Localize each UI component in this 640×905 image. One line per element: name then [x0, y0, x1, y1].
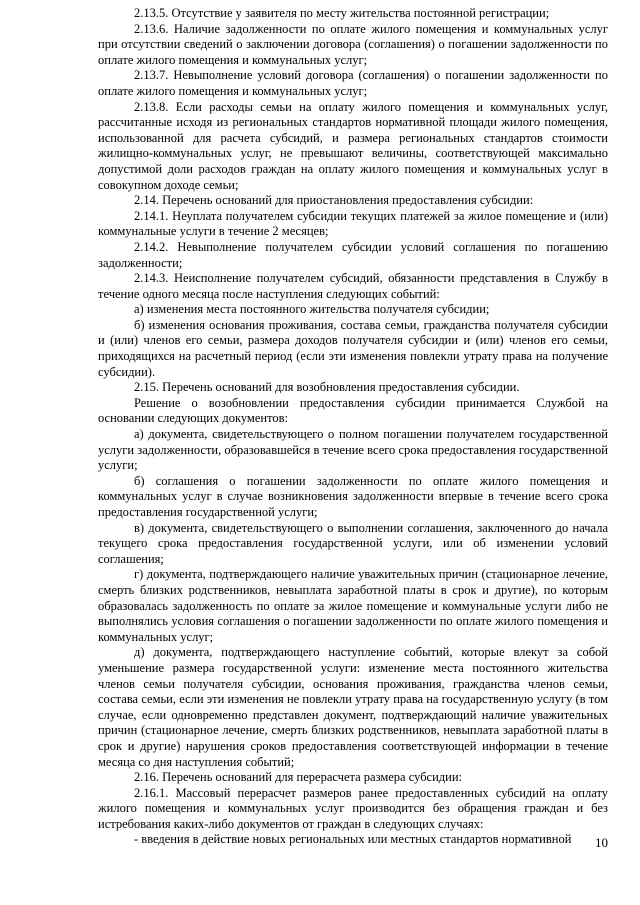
paragraph-2-13-7: 2.13.7. Невыполнение условий договора (соглашения) о погашении задолженности по оплате жилого помещения и коммунальных услуг;: [98, 68, 608, 98]
paragraph-2-15-a: а) документа, свидетельствующего о полном погашении получателем государственной услуги задолженности, образовавшейся в течение всего срока предоставления государственной услуги;: [98, 427, 608, 473]
paragraph-2-14-3-b: б) изменения основания проживания, состава семьи, гражданства получателя субсидии и (или) членов его семьи, размера доходов получателя субсидии и (или) членов его семьи, приходящихся на расчетный период (если эти изменения повлекли утрату права на получение субсидии).: [98, 317, 608, 379]
paragraph-2-13-6: 2.13.6. Наличие задолженности по оплате жилого помещения и коммунальных услуг при отсутствии сведений о заключении договора (соглашения) о погашении задолженности по оплате жилого помещения и коммунальных услуг;: [98, 21, 608, 67]
paragraph-2-15-intro: Решение о возобновлении предоставления субсидии принимается Службой на основании следующих документов:: [98, 395, 608, 426]
page-number: 10: [595, 835, 608, 850]
paragraph-2-13-8: 2.13.8. Если расходы семьи на оплату жилого помещения и коммунальных услуг, рассчитанные исходя из региональных стандартов нормативной площади жилого помещения, использованной для расчета субсидий, и размера региональных стандартов стоимости жилищно-коммунальных услуг, не превышают величины, соответствующей максимально допустимой доли расходов граждан на оплату жилого помещения и коммунальных услуг в совокупном доходе семьи;: [98, 99, 608, 192]
paragraph-2-16: 2.16. Перечень оснований для перерасчета размера субсидии:: [134, 770, 463, 785]
document-page: [98, 6, 608, 848]
paragraph-2-14-3-a: а) изменения места постоянного жительства получателя субсидии;: [134, 302, 490, 317]
paragraph-2-16-1: 2.16.1. Массовый перерасчет размеров ранее предоставленных субсидий на оплату жилого помещения и коммунальных услуг производится без обращения граждан и без истребования каких-либо документов от граждан в следующих случаях:: [98, 785, 608, 831]
paragraph-2-15-v: в) документа, свидетельствующего о выполнении соглашения, заключенного до начала текущего срока предоставления государственной услуги, или об изменении условий соглашения;: [98, 520, 608, 566]
paragraph-2-15-g: г) документа, подтверждающего наличие уважительных причин (стационарное лечение, смерть близких родственников, невыплата заработной платы в срок и другие), по которым образовалась задолженность по оплате за жилое помещение и коммунальные услуги либо не выполнялись условия соглашения о погашении задолженности по оплате жилого помещения и коммунальных услуг;: [98, 567, 608, 644]
paragraph-2-15-d: д) документа, подтверждающего наступление событий, которые влекут за собой уменьшение размера государственной услуги: изменение места постоянного жительства членов семьи получателя субсидии, основания проживания, гражданства членов семьи, состава семьи, если эти изменения не повлекли утрату права на государственную услугу (в том случае, если одновременно представлен документ, подтверждающий наличие уважительных причин (стационарное лечение, смерть близких родственников, невыплата заработной платы в срок и другие) нарушения сроков предоставления соответствующей информации в течение месяца со дня наступления событий;: [98, 645, 608, 769]
paragraph-2-14: 2.14. Перечень оснований для приостановления предоставления субсидии:: [134, 193, 534, 208]
paragraph-2-14-3: 2.14.3. Неисполнение получателем субсидий, обязанности представления в Службу в течение одного месяца после наступления следующих событий:: [98, 271, 608, 301]
paragraph-2-14-1: 2.14.1. Неуплата получателем субсидии текущих платежей за жилое помещение и (или) коммунальные услуги в течение 2 месяцев;: [98, 208, 608, 239]
paragraph-2-14-2: 2.14.2. Невыполнение получателем субсидии условий соглашения по погашению задолженности;: [98, 239, 608, 270]
paragraph-2-15: 2.15. Перечень оснований для возобновления предоставления субсидии.: [134, 380, 520, 395]
paragraph-2-13-5: 2.13.5. Отсутствие у заявителя по месту жительства постоянной регистрации;: [134, 6, 550, 20]
paragraph-2-15-b: б) соглашения о погашении задолженности по оплате жилого помещения и коммунальных услуг в случае возникновения задолженности впервые в течение всего срока предоставления государственной услуги;: [98, 473, 608, 519]
paragraph-2-16-1-item: - введения в действие новых региональных или местных стандартов нормативной: [134, 832, 572, 847]
